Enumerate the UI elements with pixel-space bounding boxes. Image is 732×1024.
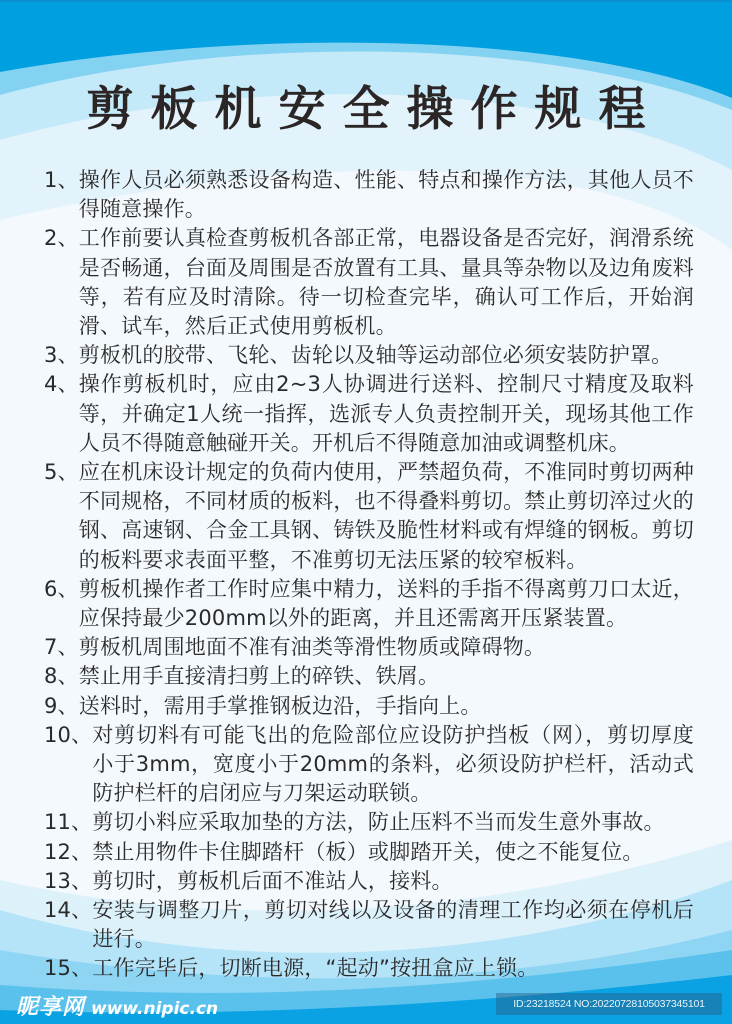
rule-number: 7、 xyxy=(44,635,79,660)
rule-number: 3、 xyxy=(44,343,79,368)
rule-item-13 xyxy=(44,867,694,896)
rule-number: 9、 xyxy=(44,693,79,718)
rule-item-12 xyxy=(44,838,694,867)
watermark-id-label: ID:23218524 NO:20220728105037345101 xyxy=(496,993,722,1015)
rule-text: 操作剪板机时，应由2~3人协调进行送料、控制尺寸精度及取料等，并确定1人统一指挥，选派专人负责控制开关，现场其他工作人员不得随意触碰开关。开机后不得随意加油或调整机床。 xyxy=(78,372,694,455)
rule-item-15 xyxy=(44,954,694,983)
rule-number: 5、 xyxy=(44,460,79,485)
page-title: 剪板机安全操作规程 xyxy=(86,82,663,137)
rule-number: 15、 xyxy=(44,956,93,981)
rule-number: 6、 xyxy=(44,576,79,601)
rule-item-6 xyxy=(44,575,694,633)
rule-number: 14、 xyxy=(44,898,93,923)
rule-item-3 xyxy=(44,341,694,370)
rule-text: 应在机床设计规定的负荷内使用，严禁超负荷，不准同时剪切两种不同规格，不同材质的板料，也不得叠料剪切。禁止剪切淬过火的钢、高速钢、合金工具钢、铸铁及脆性材料或有焊缝的钢板。剪切的板料要求表面平整，不准剪切无法压紧的较窄板料。 xyxy=(78,460,694,572)
rule-item-7 xyxy=(44,633,694,662)
rule-number: 8、 xyxy=(44,664,79,689)
watermark-logo xyxy=(16,990,218,1021)
rule-item-4 xyxy=(44,370,694,458)
rule-item-11 xyxy=(44,808,694,837)
rule-text: 剪板机操作者工作时应集中精力，送料的手指不得离剪刀口太近，应保持最少200mm以外的距离，并且还需离开压紧装置。 xyxy=(78,576,694,631)
rule-item-14 xyxy=(44,896,694,954)
rule-text: 禁止用手直接清扫剪上的碎铁、铁屑。 xyxy=(78,664,440,689)
rule-text: 对剪切料有可能飞出的危险部位应设防护挡板（网），剪切厚度小于3mm，宽度小于20mm的条料，必须设防护栏杆，活动式防护栏杆的启闭应与刀架运动联锁。 xyxy=(92,722,694,806)
rule-item-5 xyxy=(44,458,694,575)
rule-text: 送料时，需用手掌推钢板边沿，手指向上。 xyxy=(78,693,482,718)
rule-text: 安装与调整刀片，剪切对线以及设备的清理工作均必须在停机后进行。 xyxy=(92,898,694,952)
rule-text: 操作人员必须熟悉设备构造、性能、特点和操作方法，其他人员不得随意操作。 xyxy=(78,168,694,222)
rule-item-2 xyxy=(44,224,694,341)
rule-text: 工作完毕后，切断电源，“起动”按扭盒应上锁。 xyxy=(92,956,539,981)
rule-number: 1、 xyxy=(44,168,79,192)
rule-number: 4、 xyxy=(44,372,79,397)
rule-item-10 xyxy=(44,721,694,809)
rule-text: 剪切小料应采取加垫的方法，防止压料不当而发生意外事故。 xyxy=(92,810,665,835)
rule-number: 13、 xyxy=(44,868,93,893)
rule-number: 10、 xyxy=(44,722,93,747)
rule-text: 禁止用物件卡住脚踏杆（板）或脚踏开关，使之不能复位。 xyxy=(92,839,644,864)
rule-number: 11、 xyxy=(44,810,93,835)
rule-number: 12、 xyxy=(44,839,93,864)
rules-list xyxy=(44,166,694,984)
rule-item-8 xyxy=(44,662,694,691)
rule-item-1 xyxy=(44,166,694,224)
rule-text: 剪切时，剪板机后面不准站人，接料。 xyxy=(92,868,453,893)
watermark-brand: 昵享网 xyxy=(16,995,86,1020)
rule-text: 剪板机的胶带、飞轮、齿轮以及轴等运动部位必须安装防护罩。 xyxy=(78,343,673,368)
rule-text: 剪板机周围地面不准有油类等滑性物质或障碍物。 xyxy=(78,635,546,660)
rule-number: 2、 xyxy=(44,226,79,251)
watermark-url: www.nipic.cn xyxy=(91,999,219,1019)
rule-text: 工作前要认真检查剪板机各部正常，电器设备是否完好，润滑系统是否畅通，台面及周围是否放置有工具、量具等杂物以及边角废料等，若有应及时清除。待一切检查完毕，确认可工作后，开始润滑、试车，然后正式使用剪板机。 xyxy=(78,226,694,339)
rule-item-9 xyxy=(44,692,694,721)
